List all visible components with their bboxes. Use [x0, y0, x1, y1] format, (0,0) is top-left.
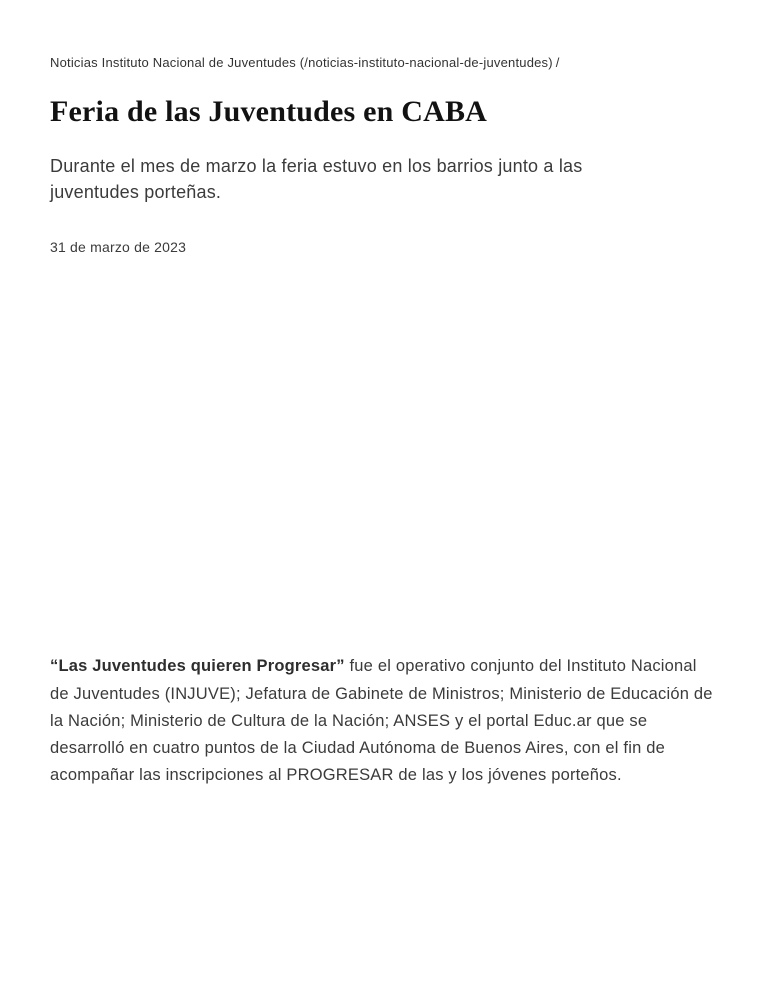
- article-date: 31 de marzo de 2023: [50, 239, 187, 256]
- article-media-placeholder: [50, 255, 723, 653]
- page-title: Feria de las Juventudes en CABA: [50, 95, 488, 129]
- body-rest-text: fue el operativo conjunto del Instituto Nacional de Juventudes (INJUVE); Jefatura de Gabinete de Ministros; Ministerio de Educación de la Nación; Ministerio de Cultura de la Nación; ANSES y el portal Educ.ar que se desarrolló en cuatro puntos de la Ciudad Autónoma de Buenos Aires, con el fin de acompañar las inscripciones al PROGRESAR de las y los jóvenes porteños.: [50, 657, 713, 785]
- article-lede: Durante el mes de marzo la feria estuvo en los barrios junto a las juventudes porteñas.: [50, 156, 583, 203]
- breadcrumb: [50, 54, 723, 72]
- body-lead-bold-text: “Las Juventudes quieren Progresar”: [50, 657, 345, 676]
- breadcrumb-link-noticias[interactable]: Noticias Instituto Nacional de Juventudes (/noticias-instituto-nacional-de-juventudes): [50, 55, 553, 70]
- breadcrumb-separator: /: [555, 55, 560, 70]
- article-body-paragraph: [50, 653, 718, 789]
